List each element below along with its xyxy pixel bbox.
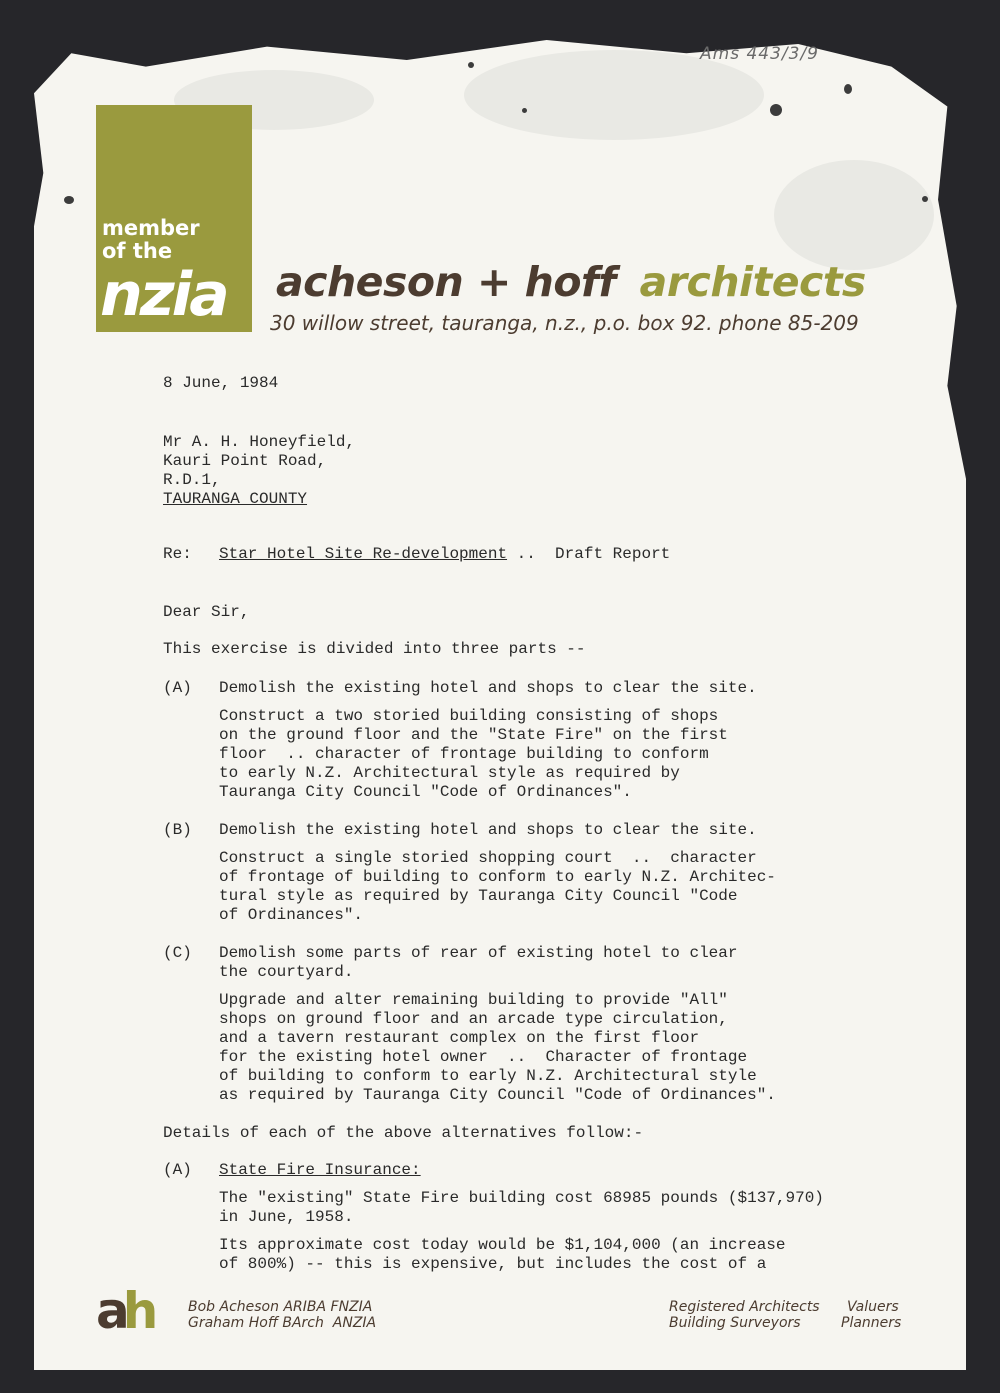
- nzia-logo: nzia: [100, 260, 227, 330]
- details-intro: Details of each of the above alternatives follow:-: [163, 1124, 644, 1142]
- option-body-line: tural style as required by Tauranga City Council "Code: [219, 887, 738, 905]
- option-body-line: and a tavern restaurant complex on the first floor: [219, 1029, 700, 1047]
- firm-address: 30 willow street, tauranga, n.z., p.o. box 92. phone 85-209: [270, 311, 859, 335]
- option-body-line: on the ground floor and the "State Fire" on the first: [219, 726, 728, 744]
- recipient-line: Mr A. H. Honeyfield,: [163, 433, 356, 451]
- paper-speck: [64, 196, 74, 204]
- paper-speck: [522, 108, 527, 113]
- paper-speck: [468, 62, 474, 68]
- detail-line: of 800%) -- this is expensive, but includes the cost of a: [219, 1255, 767, 1273]
- option-lead: Demolish some parts of rear of existing hotel to clear: [219, 944, 738, 962]
- letter-date: 8 June, 1984: [163, 374, 279, 392]
- detail-heading: State Fire Insurance:: [219, 1161, 421, 1179]
- re-suffix: .. Draft Report: [507, 545, 671, 563]
- paper-speck: [922, 196, 928, 202]
- option-lead: Demolish the existing hotel and shops to clear the site.: [219, 821, 757, 839]
- service-item: Planners: [841, 1315, 902, 1331]
- member-line1: member: [102, 216, 200, 240]
- option-body-line: as required by Tauranga City Council "Code of Ordinances".: [219, 1086, 776, 1104]
- recipient-line: TAURANGA COUNTY: [163, 490, 308, 508]
- recipient-line: R.D.1,: [163, 471, 221, 489]
- re-label: Re:: [163, 545, 192, 563]
- re-subject: Star Hotel Site Re-development: [219, 545, 508, 563]
- option-body-line: floor .. character of frontage building to conform: [219, 745, 709, 763]
- re-line: [219, 545, 670, 564]
- detail-line: Its approximate cost today would be $1,104,000 (an increase: [219, 1236, 786, 1254]
- service-item: Valuers: [847, 1299, 899, 1315]
- option-lead: the courtyard.: [219, 963, 354, 981]
- paper-speck: [770, 104, 782, 116]
- firm-name: acheson + hoff: [276, 258, 616, 306]
- option-body-line: of frontage of building to conform to early N.Z. Architec-: [219, 868, 776, 886]
- paper-stain: [774, 160, 934, 270]
- detail-line: The "existing" State Fire building cost 68985 pounds ($137,970): [219, 1189, 824, 1207]
- detail-line: in June, 1958.: [219, 1208, 354, 1226]
- nzia-member-badge: [96, 105, 252, 332]
- intro-text: This exercise is divided into three parts --: [163, 640, 586, 658]
- option-body-line: shops on ground floor and an arcade type circulation,: [219, 1010, 728, 1028]
- option-body-line: Upgrade and alter remaining building to provide "All": [219, 991, 728, 1009]
- service-item: Registered Architects: [669, 1299, 820, 1315]
- firm-title: [276, 258, 866, 306]
- option-lead: Demolish the existing hotel and shops to clear the site.: [219, 679, 757, 697]
- firm-type: architects: [639, 258, 866, 306]
- partner-name: Graham Hoff BArch ANZIA: [188, 1315, 377, 1331]
- recipient-line: Kauri Point Road,: [163, 452, 327, 470]
- option-body-line: Tauranga City Council "Code of Ordinances".: [219, 783, 632, 801]
- ah-logo-a: a: [96, 1282, 123, 1340]
- option-body-line: Construct a single storied shopping court .. character: [219, 849, 757, 867]
- ah-logo: [96, 1282, 152, 1340]
- member-line2: of the: [102, 239, 173, 263]
- detail-marker: (A): [163, 1161, 192, 1179]
- option-body-line: of building to conform to early N.Z. Architectural style: [219, 1067, 757, 1085]
- salutation: Dear Sir,: [163, 603, 250, 621]
- option-body-line: to early N.Z. Architectural style as required by: [219, 764, 680, 782]
- option-body-line: Construct a two storied building consisting of shops: [219, 707, 719, 725]
- ah-logo-h: h: [122, 1282, 152, 1340]
- option-marker: (B): [163, 821, 192, 839]
- archive-reference: Ams 443/3/9: [700, 44, 819, 64]
- option-marker: (C): [163, 944, 192, 962]
- service-item: Building Surveyors: [669, 1315, 801, 1331]
- option-marker: (A): [163, 679, 192, 697]
- option-body-line: for the existing hotel owner .. Character of frontage: [219, 1048, 748, 1066]
- paper-speck: [844, 84, 852, 94]
- option-body-line: of Ordinances".: [219, 906, 364, 924]
- partner-name: Bob Acheson ARIBA FNZIA: [188, 1299, 373, 1315]
